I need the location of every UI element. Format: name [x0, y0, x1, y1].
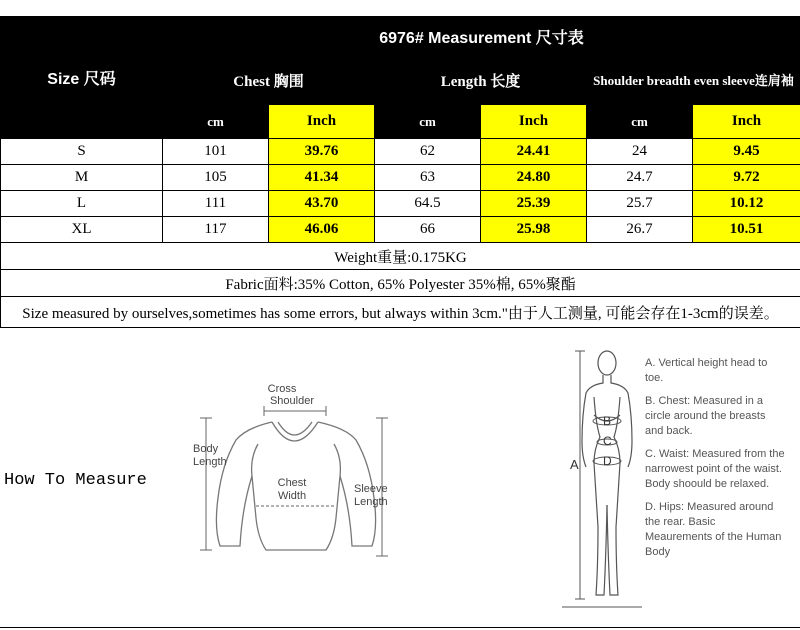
shoulder-cm-cell: 24.7 — [587, 165, 693, 191]
bottom-rule — [0, 627, 800, 628]
measurement-note: Size measured by ourselves,sometimes has some errors, but always within 3cm."由于人工测量, 可能会存在1-3cm的误差。 — [1, 297, 800, 328]
mark-b: B — [603, 414, 612, 428]
chest-cm-cell: 111 — [163, 191, 269, 217]
body-length-label-2: Length — [193, 456, 227, 468]
weight-info: Weight重量:0.175KG — [1, 243, 800, 270]
shoulder-inch-header: Inch — [693, 105, 800, 139]
body-diagram — [560, 345, 644, 613]
table-row — [1, 191, 800, 217]
chest-header: Chest 胸围 — [163, 57, 375, 105]
length-inch-cell: 24.80 — [481, 165, 587, 191]
chest-width-label-2: Width — [277, 490, 307, 502]
length-inch-cell: 24.41 — [481, 139, 587, 165]
chest-cm-cell: 105 — [163, 165, 269, 191]
mark-a: A — [570, 457, 579, 472]
sleeve-length-label: Sleeve — [354, 483, 388, 495]
table-title: 6976# Measurement 尺寸表 — [163, 17, 800, 57]
shoulder-header: Shoulder breadth even sleeve连肩袖 — [587, 57, 800, 105]
length-header: Length 长度 — [375, 57, 587, 105]
shoulder-cm-cell: 24 — [587, 139, 693, 165]
shoulder-inch-cell: 10.51 — [693, 217, 800, 243]
length-cm-header: cm — [375, 105, 481, 139]
measure-rings — [562, 351, 642, 607]
length-cm-cell: 66 — [375, 217, 481, 243]
table-row — [1, 165, 800, 191]
shoulder-inch-cell: 9.72 — [693, 165, 800, 191]
size-cell: XL — [1, 217, 163, 243]
legend-d: D. Hips: Measured around the rear. Basic Meaurements of the Human Body — [645, 501, 782, 558]
body-figure — [582, 351, 632, 595]
legend-c: C. Waist: Measured from the narrowest point of the waist. Body shoould be relaxed. — [645, 448, 785, 490]
shoulder-cm-cell: 26.7 — [587, 217, 693, 243]
garment-diagram — [186, 378, 406, 558]
mark-c: C — [603, 434, 612, 448]
legend-b: B. Chest: Measured in a circle around the breasts and back. — [645, 395, 766, 437]
mark-d: D — [603, 454, 612, 468]
chest-width-label: Chest — [277, 477, 307, 489]
chest-inch-cell: 41.34 — [269, 165, 375, 191]
length-cm-cell: 64.5 — [375, 191, 481, 217]
chest-inch-header: Inch — [269, 105, 375, 139]
length-cm-cell: 62 — [375, 139, 481, 165]
table-row — [1, 217, 800, 243]
table-row — [1, 139, 800, 165]
cross-shoulder-label: Cross — [267, 383, 297, 395]
shoulder-cm-cell: 25.7 — [587, 191, 693, 217]
length-cm-cell: 63 — [375, 165, 481, 191]
measurement-table — [0, 16, 800, 328]
shoulder-inch-cell: 9.45 — [693, 139, 800, 165]
shoulder-cm-header: cm — [587, 105, 693, 139]
fabric-info: Fabric面料:35% Cotton, 65% Polyester 35%棉, 65%聚酯 — [1, 270, 800, 297]
legend-a: A. Vertical height head to toe. — [645, 357, 768, 384]
body-measure-legend — [645, 356, 785, 568]
length-inch-cell: 25.39 — [481, 191, 587, 217]
sleeve-length-label-2: Length — [354, 496, 388, 508]
length-inch-header: Inch — [481, 105, 587, 139]
chest-cm-header: cm — [163, 105, 269, 139]
chest-inch-cell: 39.76 — [269, 139, 375, 165]
size-header: Size 尺码 — [1, 17, 163, 139]
chest-cm-cell: 101 — [163, 139, 269, 165]
shoulder-inch-cell: 10.12 — [693, 191, 800, 217]
body-length-label: Body — [193, 443, 219, 455]
size-cell: S — [1, 139, 163, 165]
size-cell: M — [1, 165, 163, 191]
chest-inch-cell: 46.06 — [269, 217, 375, 243]
size-cell: L — [1, 191, 163, 217]
length-inch-cell: 25.98 — [481, 217, 587, 243]
chest-cm-cell: 117 — [163, 217, 269, 243]
how-to-measure-label: How To Measure — [4, 471, 147, 490]
cross-shoulder-label-2: Shoulder — [269, 395, 315, 407]
chest-inch-cell: 43.70 — [269, 191, 375, 217]
